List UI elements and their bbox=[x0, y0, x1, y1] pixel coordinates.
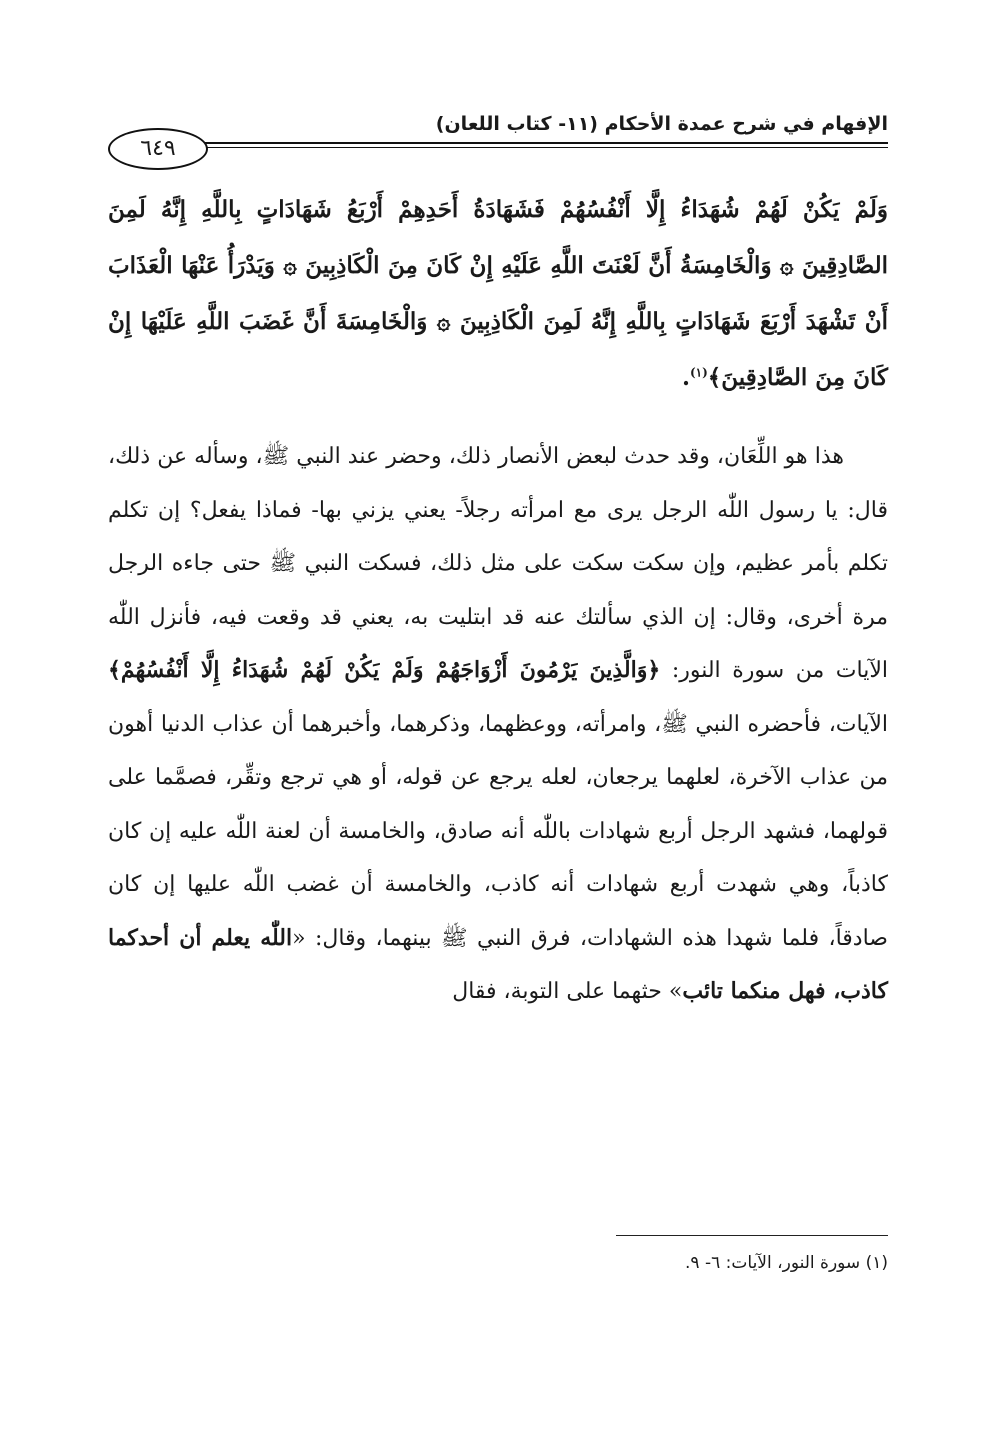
body-text-1: هذا هو اللِّعَان، وقد حدث لبعض الأنصار ذلك، وحضر عند النبي ﷺ، وسأله عن ذلك، قال: يا رسول اللّٰه الرجل يرى مع امرأته رجلاً- يعني يزني بها- فماذا يفعل؟ إن تكلم تكلم بأمر عظيم، وإن سكت سكت على مثل ذلك، فسكت النبي ﷺ حتى جاءه الرجل مرة أخرى، وقال: إن الذي سألتك عنه قد ابتليت به، يعني قد وقعت فيه، فأنزل اللّٰه الآيات من سورة النور: bbox=[108, 444, 888, 683]
header-rule bbox=[198, 142, 888, 144]
main-text bbox=[108, 430, 888, 1019]
running-title: الإفهام في شرح عمدة الأحكام (١١- كتاب اللعان) bbox=[435, 113, 888, 135]
page-header bbox=[108, 112, 888, 172]
footnote-marker: (١) bbox=[689, 365, 708, 380]
quran-verse-block bbox=[108, 182, 888, 406]
quran-verse-text: وَلَمْ يَكُنْ لَهُمْ شُهَدَاءُ إِلَّا أَنْفُسُهُمْ فَشَهَادَةُ أَحَدِهِمْ أَرْبَعُ شَهَادَاتٍ بِاللَّهِ إِنَّهُ لَمِنَ الصَّادِقِينَ ۞ وَالْخَامِسَةُ أَنَّ لَعْنَتَ اللَّهِ عَلَيْهِ إِنْ كَانَ مِنَ الْكَاذِبِينَ ۞ وَيَدْرَأُ عَنْهَا الْعَذَابَ أَنْ تَشْهَدَ أَرْبَعَ شَهَادَاتٍ بِاللَّهِ إِنَّهُ لَمِنَ الْكَاذِبِينَ ۞ وَالْخَامِسَةَ أَنَّ غَضَبَ اللَّهِ عَلَيْهَا إِنْ كَانَ مِنَ الصَّادِقِينَ﴾ bbox=[108, 196, 888, 391]
header-rule-thin bbox=[198, 147, 888, 148]
verse-end: . bbox=[681, 364, 690, 391]
quran-quote: ﴿وَالَّذِينَ يَرْمُونَ أَزْوَاجَهُمْ وَلَمْ يَكُنْ لَهُمْ شُهَدَاءُ إِلَّا أَنْفُسُهُمْ﴾ bbox=[108, 657, 661, 683]
footnote: (١) سورة النور، الآيات: ٦- ٩. bbox=[685, 1253, 888, 1273]
page-number: ٦٤٩ bbox=[108, 128, 208, 170]
body-text-3: » حثهما على التوبة، فقال bbox=[452, 979, 683, 1004]
body-text-2: الآيات، فأحضره النبي ﷺ، وامرأته، ووعظهما، وذكرهما، وأخبرهما أن عذاب الدنيا أهون من عذاب الآخرة، لعلهما يرجعان، لعله يرجع عن قوله، أو هي ترجع وتقِّر، فصمَّما على قولهما، فشهد الرجل أربع شهادات باللّٰه أنه صادق، والخامسة أن لعنة اللّٰه عليه إن كان كاذباً، وهي شهدت أربع شهادات أنه كاذب، والخامسة أن غضب اللّٰه عليها إن كان صادقاً، فلما شهدا هذه الشهادات، فرق النبي ﷺ بينهما، وقال: « bbox=[108, 711, 888, 951]
footnote-rule bbox=[616, 1235, 888, 1236]
hadith-quote: اللّٰه يعلم أن أحدكما كاذب، فهل منكما تائب bbox=[108, 924, 888, 1004]
body-paragraph bbox=[108, 430, 888, 1019]
